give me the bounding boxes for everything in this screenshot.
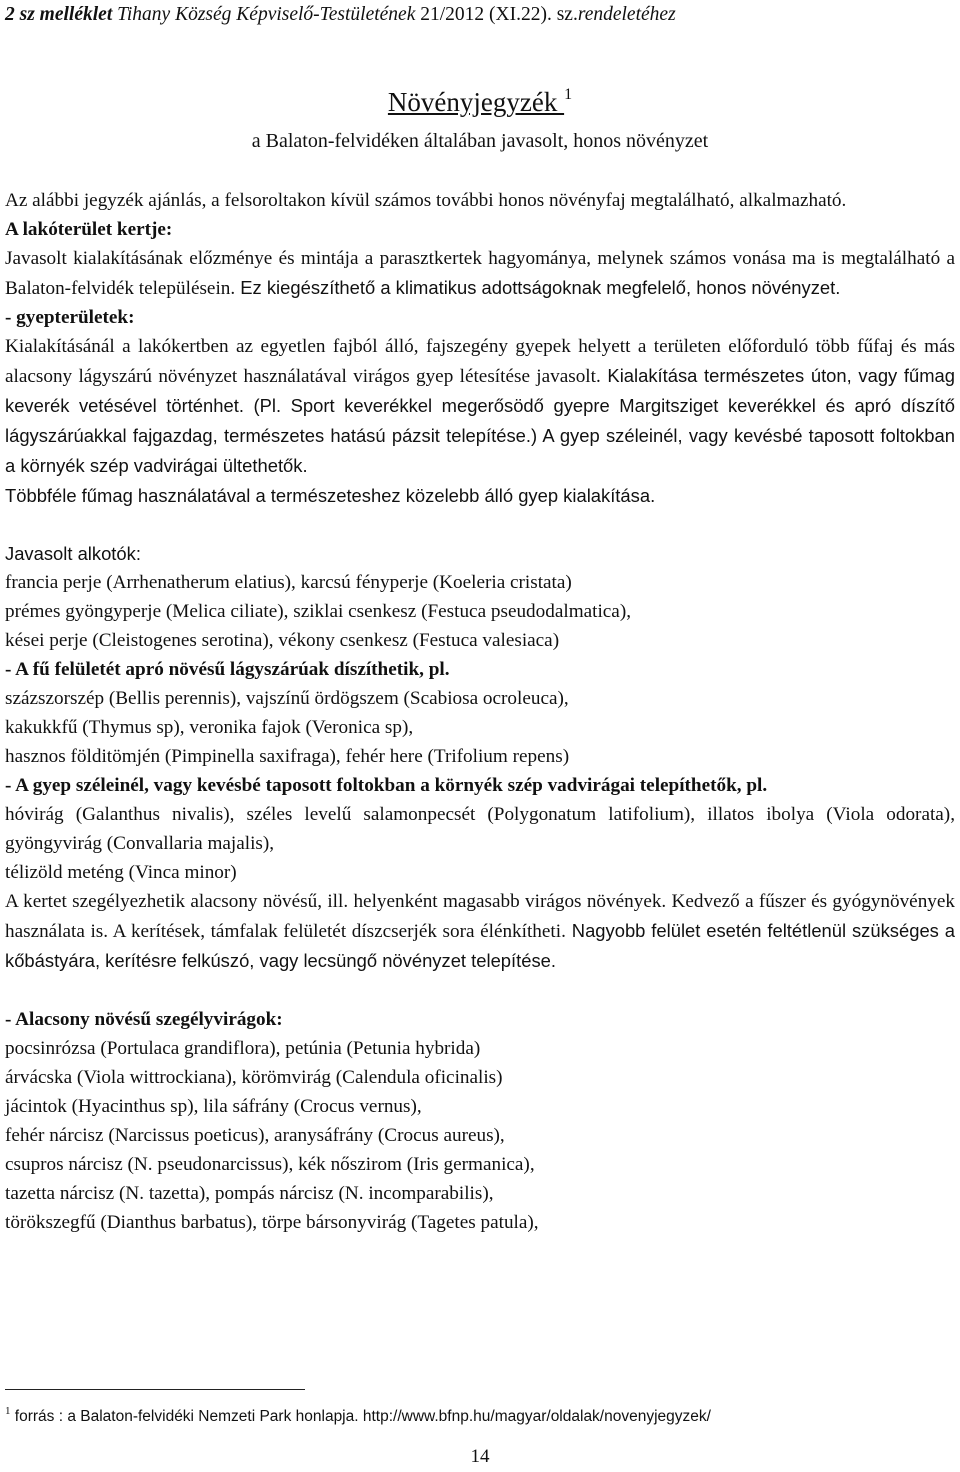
wildflower-last-line: télizöld meténg (Vinca minor): [5, 862, 237, 883]
document-body: [5, 186, 955, 1237]
border-flower-line: jácintok (Hyacinthus sp), lila sáfrány (Crocus vernus),: [5, 1096, 422, 1117]
border-flower-line: tazetta nárcisz (N. tazetta), pompás nárcisz (N. incomparabilis),: [5, 1183, 494, 1204]
herb-line: hasznos földitömjén (Pimpinella saxifraga), fehér here (Trifolium repens): [5, 746, 570, 767]
border-flower-line: fehér nárcisz (Narcissus poeticus), aranysáfrány (Crocus aureus),: [5, 1125, 505, 1146]
border-flower-line: törökszegfű (Dianthus barbatus), törpe bársonyvirág (Tagetes patula),: [5, 1212, 539, 1233]
footnote-marker: 1: [5, 1405, 11, 1417]
title-text: Növényjegyzék: [387, 87, 565, 117]
garden-text-a: Javasolt kialakításának előzménye és mintája a parasztkertek hagyománya, melynek számos vonása ma is megtalálható a Balaton-felvidék településein.: [5, 248, 955, 299]
annex-number: 2 sz melléklet: [5, 4, 113, 25]
spacer: [5, 976, 955, 1005]
border-plants-text-b: Nagyobb felület esetén feltétlenül szükséges a kőbástyára, kerítésre felkúszó, vagy lecsüngő növényzet telepítése.: [5, 920, 955, 971]
title-footnote-ref: 1: [564, 86, 573, 103]
border-plants-text-a: A kertet szegélyezhetik alacsony növésű, ill. helyenként magasabb virágos növények. Kedvező a fűszer és gyógynövények használata is. A kerítések, támfalak felületét díszcserjék sora élénkítheti.: [5, 891, 955, 942]
wildflower-paragraph: hóvirág (Galanthus nivalis), széles levelű salamonpecsét (Polygonatum latifolium), illatos ibolya (Viola odorata), gyöngyvirág (Convallaria majalis),: [5, 804, 955, 854]
garden-paragraph: [5, 244, 955, 303]
decree-suffix: rendeletéhez: [577, 4, 676, 25]
document-header: [5, 4, 955, 26]
herb-line: kakukkfű (Thymus sp), veronika fajok (Veronica sp),: [5, 717, 414, 738]
page-subtitle: a Balaton-felvidéken általában javasolt, honos növényzet: [251, 130, 709, 152]
garden-heading: A lakóterület kertje:: [5, 219, 173, 240]
herb-line: százszorszép (Bellis perennis), vajszínű ördögszem (Scabiosa ocroleuca),: [5, 688, 569, 709]
page-number: 14: [470, 1446, 490, 1467]
component-line: kései perje (Cleistogenes serotina), vékony csenkesz (Festuca valesiaca): [5, 630, 560, 651]
border-flower-line: pocsinrózsa (Portulaca grandiflora), petúnia (Petunia hybrida): [5, 1038, 481, 1059]
components-heading: Javasolt alkotók:: [5, 543, 141, 564]
footnote-separator: [5, 1389, 305, 1390]
footnote: [5, 1405, 955, 1426]
lawn-text-a: Kialakításánál a lakókertben az egyetlen fajból álló, fajszegény gyepek helyett a területen előforduló több fűfaj és más alacsony lágyszárú növényzet használatával virágos gyep létesítése javasolt.: [5, 336, 955, 387]
page-title: [5, 86, 955, 118]
lawn-paragraph-2: Többféle fűmag használatával a természeteshez közelebb álló gyep kialakítása.: [5, 485, 656, 506]
lawn-text-b: Kialakítása természetes úton, vagy fűmag keverék vetésével történhet. (Pl. Sport keverékkel megerősödő gyepre Margitsziget keverékkel és apró díszítő lágyszárúakkal fajgazdag, természetes hatású pázsit telepítése.) A gyep széleinél, vagy kevésbé taposott foltokban a környék szép vadvirágai ültethetők.: [5, 365, 956, 476]
footnote-text: forrás : a Balaton-felvidéki Nemzeti Park honlapja.: [10, 1408, 363, 1425]
border-flower-line: árvácska (Viola wittrockiana), körömvirág (Calendula oficinalis): [5, 1067, 503, 1088]
border-flowers-heading: - Alacsony növésű szegélyvirágok:: [5, 1009, 283, 1030]
component-line: francia perje (Arrhenatherum elatius), karcsú fényperje (Koeleria cristata): [5, 572, 572, 593]
border-plants-paragraph: [5, 887, 955, 976]
lawn-heading: - gyepterületek:: [5, 307, 135, 328]
footnote-link[interactable]: http://www.bfnp.hu/magyar/oldalak/novenyjegyzek/: [362, 1408, 711, 1425]
wildflower-heading: - A gyep széleinél, vagy kevésbé taposott foltokban a környék szép vadvirágai telepíthetők, pl.: [5, 775, 768, 796]
border-flower-line: csupros nárcisz (N. pseudonarcissus), kék nőszirom (Iris germanica),: [5, 1154, 535, 1175]
decree-number: 21/2012 (XI.22). sz.: [420, 4, 578, 25]
spacer: [5, 510, 955, 539]
lawn-paragraph: [5, 332, 955, 481]
garden-text-b: Ez kiegészíthető a klimatikus adottságoknak megfelelő, honos növényzet.: [235, 277, 841, 298]
issuer-name: Tihany Község Képviselő-Testületének: [112, 4, 421, 25]
herb-heading: - A fű felületét apró növésű lágyszárúak díszíthetik, pl.: [5, 659, 450, 680]
component-line: prémes gyöngyperje (Melica ciliate), sziklai csenkesz (Festuca pseudodalmatica),: [5, 601, 632, 622]
intro-paragraph: Az alábbi jegyzék ajánlás, a felsoroltakon kívül számos további honos növényfaj megtalálható, alkalmazható.: [5, 190, 847, 211]
